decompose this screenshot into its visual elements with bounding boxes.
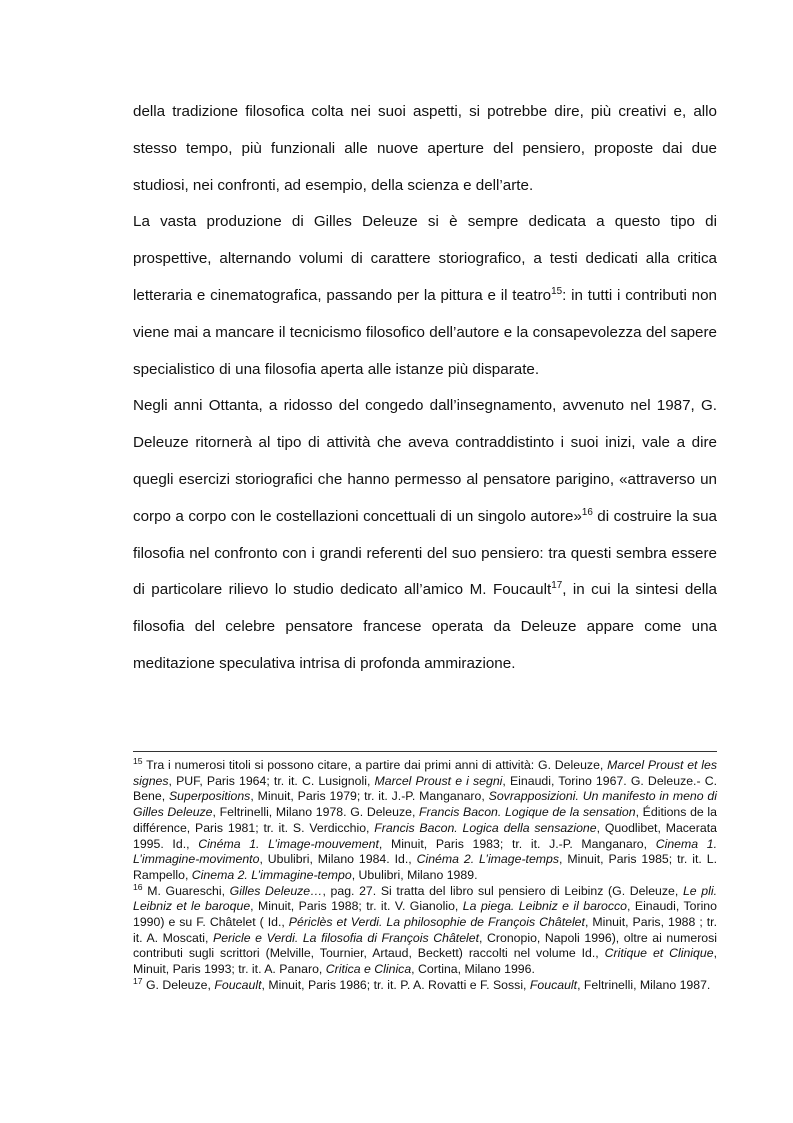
- italic-title: Sovrapposizioni. Un manifesto in meno di Gilles Deleuze: [133, 789, 718, 820]
- italic-title: Cinema 2. L’immagine-tempo: [191, 867, 352, 882]
- italic-title: Superpositions: [168, 789, 251, 804]
- text-run: , Einaudi, Torino 1990) e su F. Châtelet ( Id.,: [133, 899, 717, 930]
- italic-title: Critique et Clinique: [604, 946, 714, 961]
- text-run: , Minuit, Paris 1988; tr. it. V. Gianolio,: [250, 899, 463, 914]
- footnote-reference: 17: [551, 580, 563, 592]
- footnote-reference: 15: [551, 285, 563, 297]
- text-run: , Minuit, Paris 1993; tr. it. A. Panaro,: [133, 946, 717, 977]
- text-run: Tra i numerosi titoli si possono citare, a partire dai primi anni di attività: G. Deleuze,: [142, 758, 608, 772]
- text-run: , in cui la sintesi della filosofia del celebre pensatore francese operata da Deleuze appare come una meditazione speculativa intrisa di profonda ammirazione.: [133, 581, 717, 672]
- body-text: [133, 94, 717, 683]
- text-run: , Éditions de la différence, Paris 1981; tr. it. S. Verdicchio,: [133, 805, 717, 835]
- text-run: : in tutti i contributi non viene mai a mancare il tecnicismo filosofico dell’autore e la consapevolezza del sapere specialistico di una filosofia aperta alle istanze più disparate.: [133, 286, 717, 378]
- italic-title: Marcel Proust et les signes: [133, 758, 717, 788]
- body-paragraph: [133, 388, 717, 682]
- italic-title: Francis Bacon. Logica della sensazione: [374, 820, 597, 835]
- text-run: M. Guareschi,: [142, 883, 230, 898]
- body-paragraph: [133, 204, 717, 388]
- text-run: , Einaudi, Torino 1967. G. Deleuze.- C. Bene,: [133, 773, 717, 804]
- italic-title: Foucault: [529, 977, 578, 992]
- text-run: Negli anni Ottanta, a ridosso del congedo dall’insegnamento, avvenuto nel 1987, G. Deleuze ritornerà al tipo di attività che aveva contraddistinto i suoi inizi, vale a dire quegli esercizi storiografici che hanno permesso al pensatore parigino, «attraverso un corpo a corpo con le costellazioni concettuali di un singolo autore»: [133, 397, 717, 525]
- italic-title: Périclès et Verdi. La philosophie de François Châtelet: [288, 915, 585, 930]
- italic-title: Francis Bacon. Logique de la sensation: [419, 805, 636, 820]
- footnotes: [133, 755, 718, 994]
- text-run: , Quodlibet, Macerata 1995. Id.,: [133, 820, 717, 851]
- italic-title: Cinéma 1. L’image-mouvement: [198, 836, 379, 851]
- italic-title: Marcel Proust e i segni: [374, 773, 503, 788]
- italic-title: La piega. Leibniz e il barocco: [462, 899, 628, 914]
- italic-title: Gilles Deleuze…: [229, 883, 323, 898]
- footnote-number: 15: [133, 755, 143, 766]
- text-run: La vasta produzione di Gilles Deleuze si è sempre dedicata a questo tipo di prospettive, alternando volumi di carattere storiografico, a testi dedicati alla critica letteraria e cinematografica, passando per la pittura e il teatro: [133, 213, 717, 304]
- footnote: [133, 881, 718, 978]
- text-run: , Cortina, Milano 1996.: [411, 962, 535, 977]
- footnote: [133, 975, 717, 994]
- text-run: , Feltrinelli, Milano 1987.: [577, 977, 711, 992]
- footnote: [133, 755, 718, 884]
- text-run: , Ubulibri, Milano 1984. Id.,: [259, 852, 417, 867]
- text-run: , Minuit, Paris 1983; tr. it. J.-P. Manganaro,: [378, 836, 656, 851]
- text-run: di costruire la sua filosofia nel confronto con i grandi referenti del suo pensiero: tra questi sembra essere di particolare rilievo lo studio dedicato all’amico M. Foucault: [133, 507, 717, 599]
- text-run: , PUF, Paris 1964; tr. it. C. Lusignoli,: [168, 773, 375, 788]
- body-paragraph: [133, 94, 717, 204]
- text-run: , Minuit, Paris 1986; tr. it. P. A. Rovatti e F. Sossi,: [261, 977, 530, 992]
- italic-title: Pericle e Verdi. La filosofia di François Châtelet: [213, 930, 480, 945]
- footnote-separator: [133, 751, 717, 752]
- footnote-reference: 16: [581, 506, 593, 518]
- text-run: , Cronopio, Napoli 1996), oltre ai numerosi contributi sugli scrittori (Melville, Tournier, Artaud, Beckett) raccolti nel volume Id.,: [133, 930, 718, 961]
- text-run: G. Deleuze,: [142, 977, 215, 992]
- italic-title: Foucault: [214, 977, 262, 992]
- footnote-number: 16: [133, 881, 143, 892]
- italic-title: Cinéma 2. L’image-temps: [416, 852, 560, 867]
- italic-title: Critica e Clinica: [325, 962, 412, 977]
- footnote-number: 17: [133, 975, 143, 986]
- text-run: , pag. 27. Si tratta del libro sul pensiero di Leibinz (G. Deleuze,: [322, 883, 683, 898]
- text-run: , Minuit, Paris 1979; tr. it. J.-P. Manganaro,: [250, 789, 489, 804]
- text-run: della tradizione filosofica colta nei suoi aspetti, si potrebbe dire, più creativi e, allo stesso tempo, più funzionali alle nuove aperture del pensiero, proposte dai due studiosi, nei confronti, ad esempio, della scienza e dell’arte.: [133, 103, 717, 194]
- text-run: , Ubulibri, Milano 1989.: [351, 867, 478, 882]
- text-run: , Minuit, Paris 1985; tr. it. L. Rampello,: [133, 852, 717, 882]
- italic-title: Cinema 1. L’immagine-movimento: [133, 836, 718, 867]
- text-run: , Feltrinelli, Milano 1978. G. Deleuze,: [212, 805, 420, 820]
- text-run: , Minuit, Paris, 1988 ; tr. it. A. Moscati,: [133, 915, 717, 945]
- italic-title: Le pli. Leibniz et le baroque: [133, 883, 717, 914]
